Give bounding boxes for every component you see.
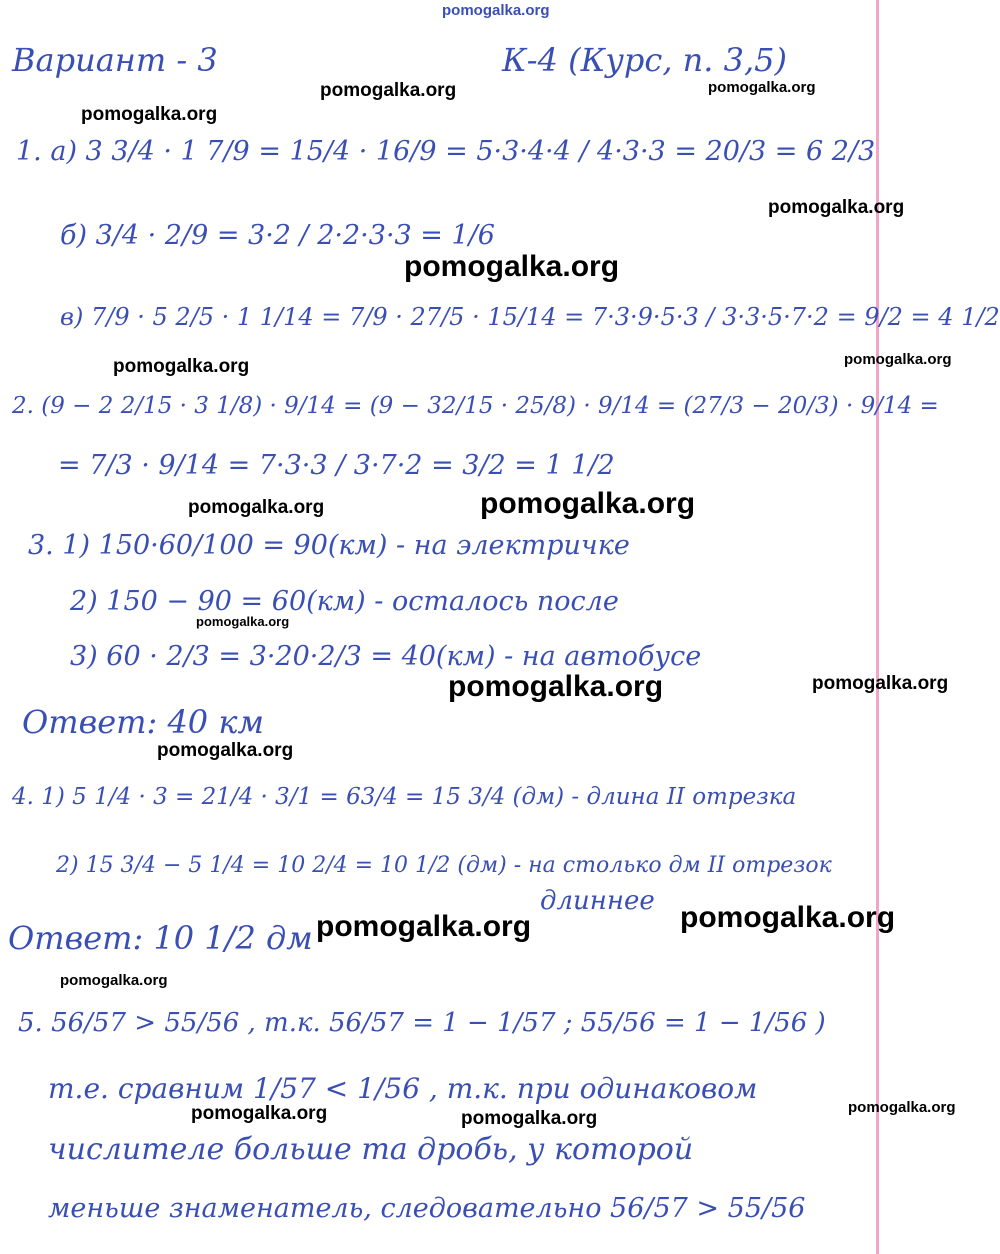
task2-line-a: 2. (9 − 2 2/15 · 3 1/8) · 9/14 = (9 − 32/15 · 25/8) · 9/14 = (27/3 − 20/3) · 9/14 = xyxy=(12,393,939,419)
watermark: pomogalka.org xyxy=(448,670,664,703)
watermark: pomogalka.org xyxy=(708,79,816,96)
task2-line-b: = 7/3 · 9/14 = 7·3·3 / 3·7·2 = 3/2 = 1 1/2 xyxy=(58,450,615,481)
watermark: pomogalka.org xyxy=(680,901,896,934)
watermark: pomogalka.org xyxy=(191,1103,328,1124)
task5-line-a: 5. 56/57 > 55/56 , т.к. 56/57 = 1 − 1/57 ; 55/56 = 1 − 1/56 ) xyxy=(18,1008,826,1038)
task3-line-c: 3) 60 · 2/3 = 3·20·2/3 = 40(км) - на автобусе xyxy=(70,641,702,672)
task1-line-b: б) 3/4 · 2/9 = 3·2 / 2·2·3·3 = 1/6 xyxy=(60,220,495,251)
task3-line-b: 2) 150 − 90 = 60(км) - осталось после xyxy=(70,586,619,617)
watermark: pomogalka.org xyxy=(188,497,325,518)
task5-line-d: меньше знаменатель, следовательно 56/57 > 55/56 xyxy=(48,1193,806,1224)
task5-line-c: числителе больше та дробь, у которой xyxy=(48,1132,694,1167)
watermark: pomogalka.org xyxy=(320,80,457,101)
watermark: pomogalka.org xyxy=(461,1108,598,1129)
watermark: pomogalka.org xyxy=(768,197,905,218)
task1-line-a: 1. а) 3 3/4 · 1 7/9 = 15/4 · 16/9 = 5·3·4·4 / 4·3·3 = 20/3 = 6 2/3 xyxy=(16,136,876,167)
watermark: pomogalka.org xyxy=(848,1099,956,1116)
task4-line-a: 4. 1) 5 1/4 · 3 = 21/4 · 3/1 = 63/4 = 15 3/4 (дм) - длина II отрезка xyxy=(12,784,797,810)
watermark: pomogalka.org xyxy=(60,972,168,989)
watermark: pomogalka.org xyxy=(113,356,250,377)
watermark: pomogalka.org xyxy=(480,487,696,520)
task4-line-b: 2) 15 3/4 − 5 1/4 = 10 2/4 = 10 1/2 (дм) - на столько дм II отрезок xyxy=(56,853,832,878)
task3-line-a: 3. 1) 150·60/100 = 90(км) - на электричке xyxy=(28,530,630,561)
task5-line-b: т.е. сравним 1/57 < 1/56 , т.к. при одинаковом xyxy=(48,1072,758,1105)
watermark: pomogalka.org xyxy=(196,614,290,629)
watermark: pomogalka.org xyxy=(812,673,949,694)
task4-line-c: длиннее xyxy=(540,886,655,916)
watermark: pomogalka.org xyxy=(404,250,620,283)
watermark: pomogalka.org xyxy=(157,740,294,761)
notebook-margin-line xyxy=(876,0,879,1254)
watermark: pomogalka.org xyxy=(316,910,532,943)
task1-line-c: в) 7/9 · 5 2/5 · 1 1/14 = 7/9 · 27/5 · 15/14 = 7·3·9·5·3 / 3·3·5·7·2 = 9/2 = 4 1/2 xyxy=(60,303,1000,331)
variant-heading: Вариант - 3 xyxy=(12,41,218,79)
watermark: pomogalka.org xyxy=(844,351,952,368)
site-header: pomogalka.org xyxy=(442,2,550,19)
task3-answer: Ответ: 40 км xyxy=(22,703,264,741)
watermark: pomogalka.org xyxy=(81,104,218,125)
test-label: К-4 (Курс, п. 3,5) xyxy=(502,41,787,79)
task4-answer: Ответ: 10 1/2 дм xyxy=(8,919,313,957)
